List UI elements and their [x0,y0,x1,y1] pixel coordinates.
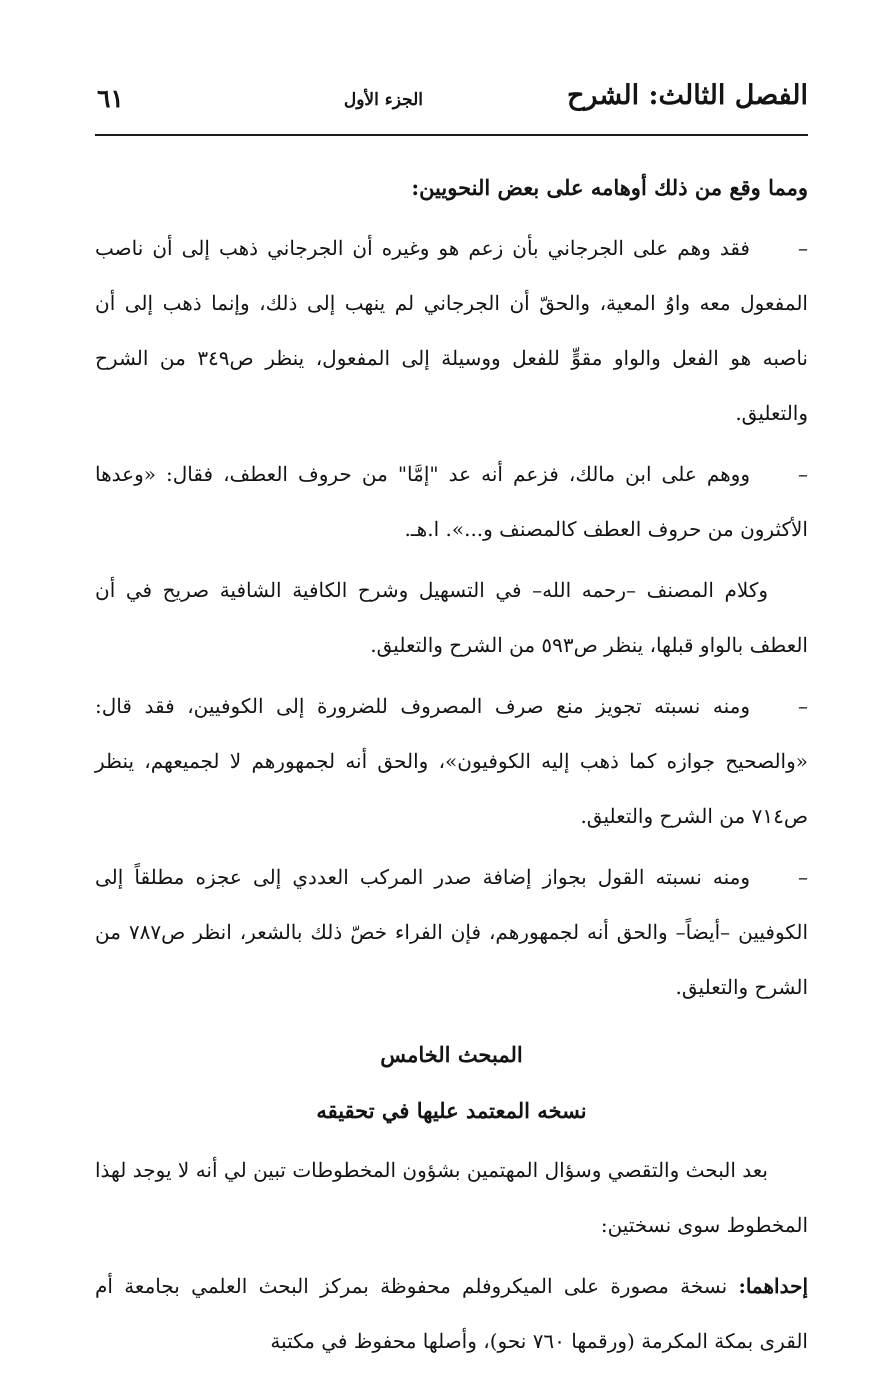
dash-marker: – [798,694,808,718]
running-header [95,78,808,130]
dash-marker: – [798,236,808,260]
list-item [95,221,808,441]
note-paragraph: وكلام المصنف –رحمه الله– في التسهيل وشرح الكافية الشافية صريح في أن العطف بالواو قبلها، ينظر ص٥٩٣ من الشرح والتعليق. [95,578,808,657]
dash-marker: – [798,462,808,486]
section-heading: المبحث الخامس [380,1042,523,1067]
page-body [95,160,808,1369]
list-item [95,850,808,1015]
list-item-text: ووهم على ابن مالك، فزعم أنه عد "إمَّا" من حروف العطف، فقال: «وعدها الأكثرون من حروف العطف كالمصنف و...». ا.هـ. [95,462,808,541]
intro-line: ومما وقع من ذلك أوهامه على بعض النحويين: [411,175,808,200]
list-item [95,679,808,844]
list-item-text: فقد وهم على الجرجاني بأن زعم هو وغيره أن الجرجاني ذهب إلى أن ناصب المفعول معه واوُ المعية، والحقّ أن الجرجاني لم ينهب إلى ذلك، وإنما ذهب إلى أن ناصبه هو الفعل والواو مقوٍّ للفعل ووسيلة إلى المفعول، ينظر ص٣٤٩ من الشرح والتعليق. [95,236,808,425]
first-copy-paragraph [95,1259,808,1369]
dash-marker: – [798,865,808,889]
section-paragraph: بعد البحث والتقصي وسؤال المهتمين بشؤون المخطوطات تبين لي أنه لا يوجد لهذا المخطوط سوى نسختين: [95,1158,808,1237]
chapter-title: الفصل الثالث: الشرح [567,80,808,111]
list-item-text: ومنه نسبته تجويز منع صرف المصروف للضرورة إلى الكوفيين، فقد قال: «والصحيح جوازه كما ذهب إليه الكوفيون»، والحق أنه لجمهورهم لا لجميعهم، ينظر ص٧١٤ من الشرح والتعليق. [95,694,808,828]
list-item [95,447,808,557]
page-number: ٦١ [97,84,124,113]
header-divider [95,134,808,136]
section-subheading: نسخه المعتمد عليها في تحقيقه [316,1098,587,1123]
first-copy-label: إحداهما: [738,1274,808,1298]
part-label: الجزء الأول [343,90,423,110]
first-copy-text: نسخة مصورة على الميكروفلم محفوظة بمركز البحث العلمي بجامعة أم القرى بمكة المكرمة (ورقمها ٧٦٠ نحو)، وأصلها محفوظ في مكتبة [95,1274,808,1353]
list-item-text: ومنه نسبته القول بجواز إضافة صدر المركب العددي إلى عجزه مطلقاً إلى الكوفيين –أيضاً– والحق أنه لجمهورهم، فإن الفراء خصّ ذلك بالشعر، انظر ص٧٨٧ من الشرح والتعليق. [95,865,808,999]
